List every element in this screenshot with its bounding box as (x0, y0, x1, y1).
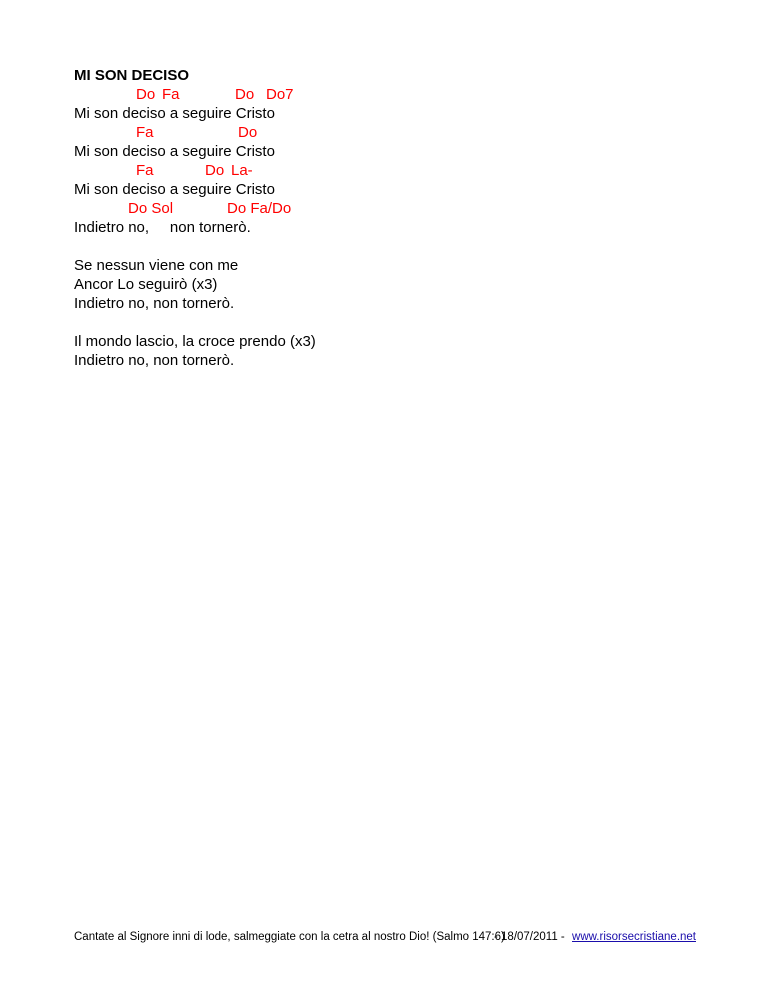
chord: Fa (162, 86, 180, 103)
lyric-line: Indietro no, non tornerò. (74, 295, 235, 312)
stanza-gap (74, 313, 694, 332)
chord: Do (238, 124, 258, 141)
lyric-line: Mi son deciso a seguire Cristo (74, 105, 275, 122)
chord: La- (231, 162, 253, 179)
chord: Do (205, 162, 225, 179)
lyric-line: Se nessun viene con me (74, 257, 239, 274)
song-sheet (74, 66, 694, 370)
lyric-line: Indietro no, non tornerò. (74, 352, 235, 369)
page-footer (74, 928, 694, 946)
chord: Do7 (266, 86, 294, 103)
footer-date: - 18/07/2011 - (494, 931, 565, 943)
lyric-line: Mi son deciso a seguire Cristo (74, 143, 275, 160)
chord: Do Fa/Do (227, 200, 292, 217)
lyric-line: Ancor Lo seguirò (x3) (74, 276, 218, 293)
chord: Do Sol (128, 200, 174, 217)
stanza-gap (74, 237, 694, 256)
chord: Fa (136, 162, 154, 179)
lyric-line: Mi son deciso a seguire Cristo (74, 181, 275, 198)
footer-quote: Cantate al Signore inni di lode, salmeggiate con la cetra al nostro Dio! (Salmo 147:6) (74, 931, 505, 943)
lyric-line: Indietro no, non tornerò. (74, 219, 251, 236)
song-title: MI SON DECISO (74, 67, 190, 84)
chord-line (74, 161, 694, 180)
chord: Do (136, 86, 156, 103)
chord: Do (235, 86, 255, 103)
chord-line (74, 85, 694, 104)
chord: Fa (136, 124, 154, 141)
lyric-line: Il mondo lascio, la croce prendo (x3) (74, 333, 316, 350)
chord-line (74, 123, 694, 142)
chord-line (74, 199, 694, 218)
footer-link[interactable]: www.risorsecristiane.net (572, 931, 696, 943)
